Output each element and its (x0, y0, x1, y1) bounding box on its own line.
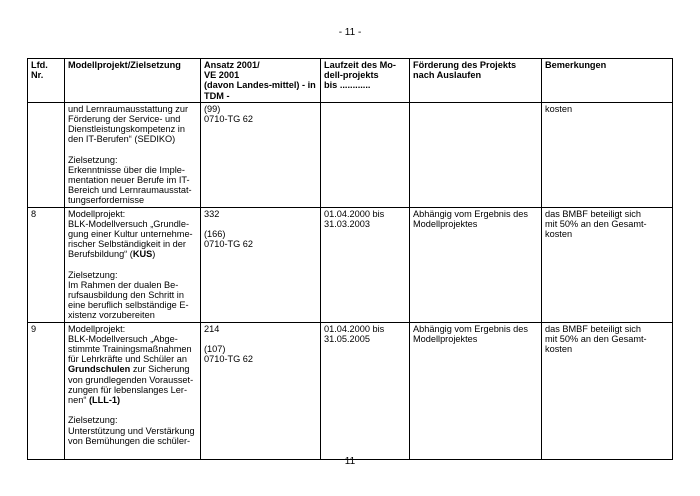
project-goal: Zielsetzung: Im Rahmen der dualen Be- rufsausbildung den Schritt in eine beruflich selbständige E- xistenz vorzubereiten (68, 269, 189, 321)
table-row (28, 207, 673, 322)
header-foerderung: Förderung des Projekts nach Auslaufen (410, 59, 542, 103)
model-projects-table (27, 58, 673, 460)
project-text-mid: zur Sicherung von grundlegenden Vorausset- zungen für lebenslanges Ler- nen“ (68, 364, 194, 406)
row-foerderung: Abhängig vom Ergebnis des Modellprojektes (410, 322, 542, 459)
row-laufzeit: 01.04.2000 bis 31.03.2003 (321, 207, 410, 322)
project-text: Modellprojekt: BLK-Modellversuch „Grundle- gung einer Kultur unternehme- rischer Selbständigkeit in der Berufsbildung“ ( (68, 208, 193, 260)
row-laufzeit: 01.04.2000 bis 31.05.2005 (321, 322, 410, 459)
row-project (65, 322, 201, 459)
project-text: Modellprojekt: BLK-Modellversuch „Abge- stimmte Trainingsmaßnahmen für Lehrkräfte und Schüler an (68, 323, 192, 365)
project-description (68, 209, 197, 260)
project-acronym: KUS (132, 249, 153, 260)
table-header-row (28, 59, 673, 103)
page-number-top: - 11 - (338, 27, 362, 38)
project-description: und Lernraumausstattung zur Förderung der Service- und Dienstleistungskompetenz in den IT-Berufen“ (SEDIKO) (68, 103, 189, 145)
row-project (65, 102, 201, 207)
row-bemerkungen: das BMBF beteiligt sich mit 50% an den Gesamt- kosten (542, 207, 673, 322)
row-nr (28, 102, 65, 207)
row-project (65, 207, 201, 322)
header-nr: Lfd. Nr. (28, 59, 65, 103)
row-laufzeit (321, 102, 410, 207)
row-ansatz (201, 207, 321, 322)
project-text-end: ) (152, 249, 156, 260)
table-row (28, 322, 673, 459)
ansatz-landesmittel: (99) (204, 103, 221, 114)
ansatz-total: 214 (204, 323, 220, 334)
row-ansatz (201, 322, 321, 459)
header-ansatz: Ansatz 2001/ VE 2001 (davon Landes-mittel) - in TDM - (201, 59, 321, 103)
project-acronym: (LLL-1) (88, 395, 121, 406)
row-foerderung: Abhängig vom Ergebnis des Modellprojektes (410, 207, 542, 322)
project-goal: Zielsetzung: Unterstützung und Verstärkung von Bemühungen die schüler- (68, 415, 195, 446)
row-bemerkungen: kosten (542, 102, 673, 207)
row-bemerkungen: das BMBF beteiligt sich mit 50% an den Gesamt- kosten (542, 322, 673, 459)
page-number-bottom: 11 (344, 456, 356, 467)
project-goal: Zielsetzung: Erkenntnisse über die Imple- mentation neuer Berufe im IT- Bereich und Lernraumausstat- tungserfordernisse (68, 154, 192, 206)
ansatz-title: 0710-TG 62 (204, 239, 254, 250)
header-project: Modellprojekt/Zielsetzung (65, 59, 201, 103)
table-row (28, 102, 673, 207)
ansatz-landesmittel: (166) (204, 228, 226, 239)
ansatz-landesmittel: (107) (204, 343, 226, 354)
row-foerderung (410, 102, 542, 207)
ansatz-total: 332 (204, 208, 220, 219)
project-school-type: Grundschulen (68, 364, 131, 375)
row-nr: 9 (28, 322, 65, 459)
header-bemerkungen: Bemerkungen (542, 59, 673, 103)
project-description (68, 324, 197, 406)
header-laufzeit: Laufzeit des Mo- dell-projekts bis ............ (321, 59, 410, 103)
row-nr: 8 (28, 207, 65, 322)
row-ansatz (201, 102, 321, 207)
ansatz-title: 0710-TG 62 (204, 114, 254, 125)
ansatz-title: 0710-TG 62 (204, 354, 254, 365)
